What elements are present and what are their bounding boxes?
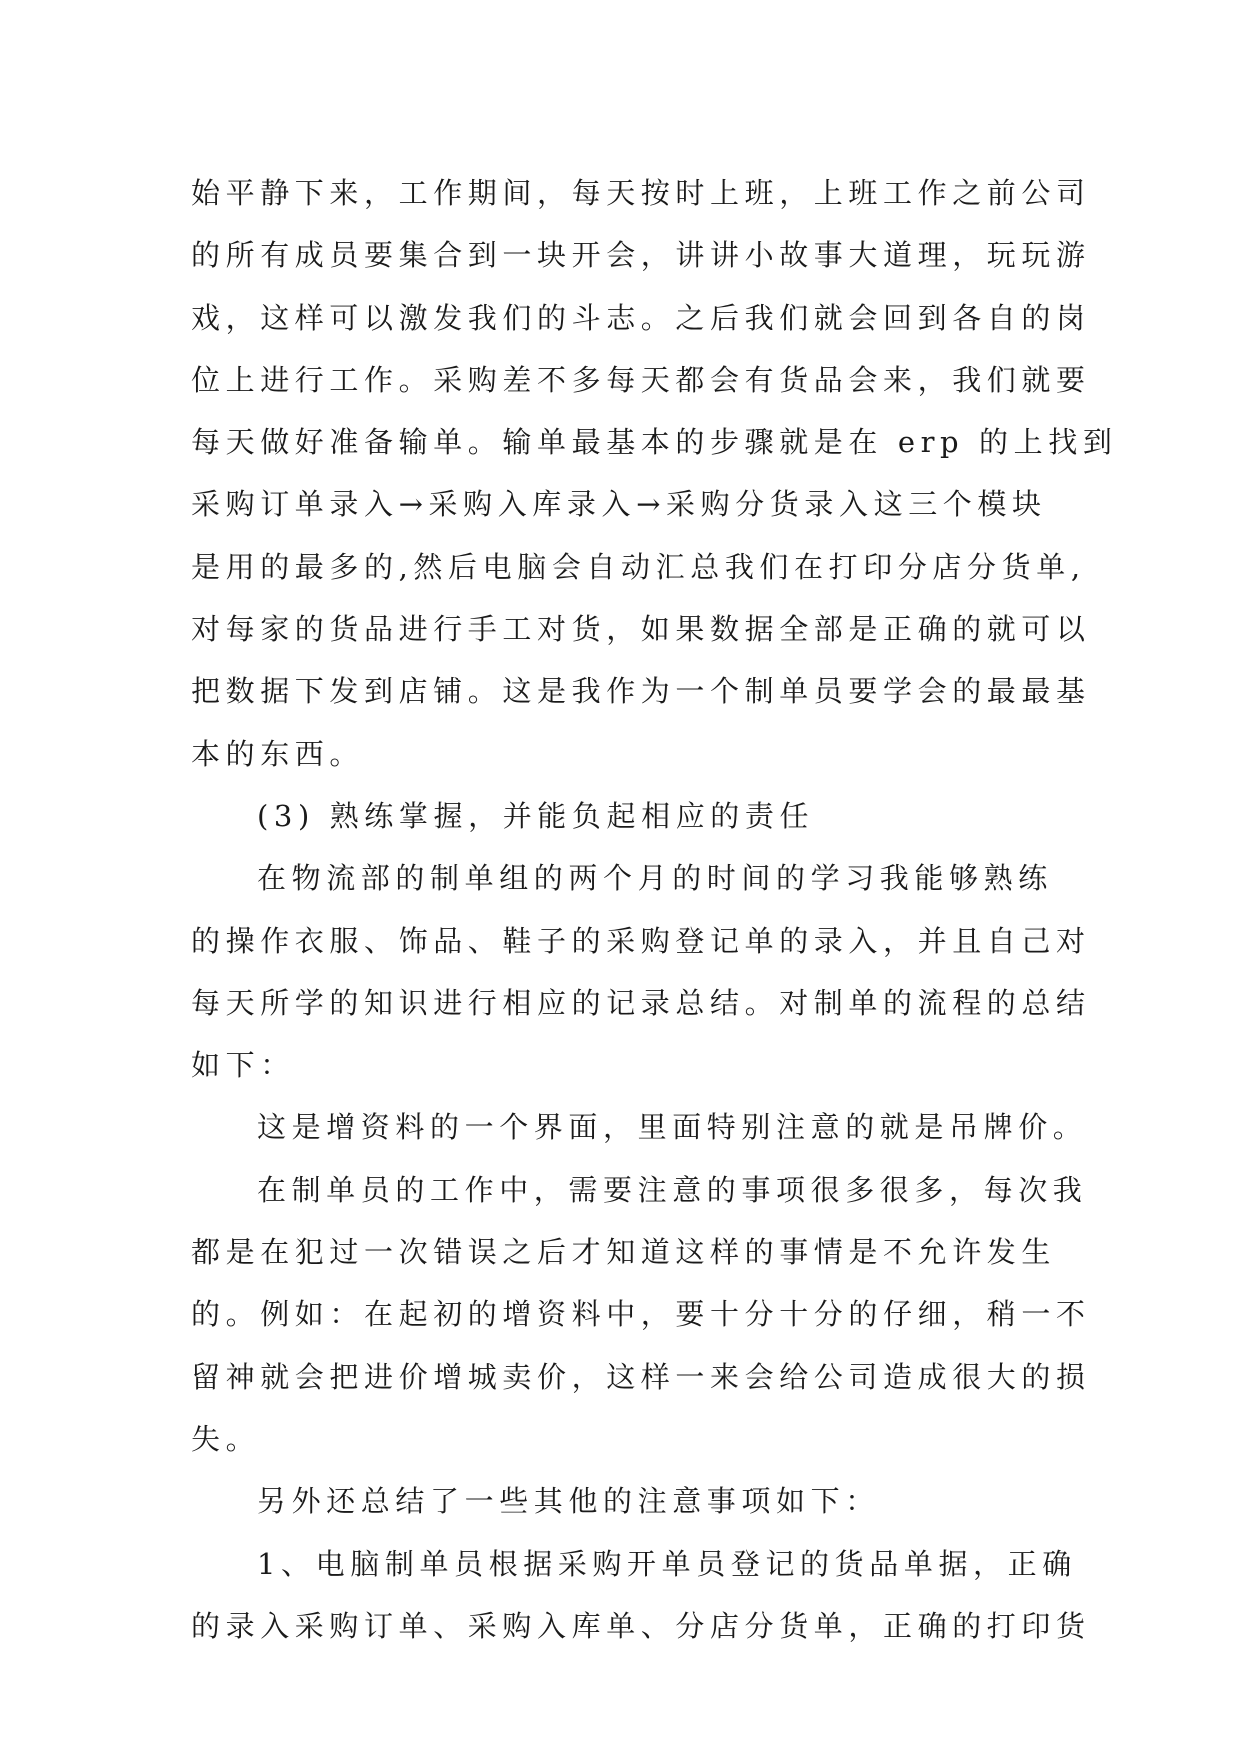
paragraph-line: 每天所学的知识进行相应的记录总结。对制单的流程的总结	[191, 985, 1091, 1020]
paragraph-line: 把数据下发到店铺。这是我作为一个制单员要学会的最最基	[191, 674, 1091, 709]
paragraph-line: 的操作衣服、饰品、鞋子的采购登记单的录入，并且自己对	[191, 923, 1091, 958]
paragraph-line: 的录入采购订单、采购入库单、分店分货单，正确的打印货	[191, 1608, 1091, 1643]
paragraph-line: 都是在犯过一次错误之后才知道这样的事情是不允许发生	[191, 1235, 1057, 1270]
paragraph-first-line: (3) 熟练掌握，并能负起相应的责任	[257, 798, 815, 833]
document-body	[191, 162, 1118, 1657]
paragraph-line: 本的东西。	[191, 736, 365, 771]
paragraph-line: 是用的最多的,然后电脑会自动汇总我们在打印分店分货单,	[191, 549, 1086, 584]
paragraph-line: 如下：	[191, 1048, 295, 1083]
paragraph-line: 始平静下来，工作期间，每天按时上班，上班工作之前公司	[191, 176, 1091, 210]
paragraph-line: 留神就会把进价增城卖价，这样一来会给公司造成很大的损	[191, 1359, 1091, 1394]
paragraph-line: 戏，这样可以激发我们的斗志。之后我们就会回到各自的岗	[191, 300, 1091, 335]
paragraph-first-line: 在制单员的工作中，需要注意的事项很多很多，每次我	[257, 1172, 1088, 1207]
paragraph-line: 采购订单录入→采购入库录入→采购分货录入这三个模块	[191, 487, 1047, 522]
paragraph-first-line: 另外还总结了一些其他的注意事项如下：	[257, 1484, 880, 1519]
paragraph-first-line: 这是增资料的一个界面，里面特别注意的就是吊牌价。	[257, 1110, 1088, 1145]
paragraph-first-line: 1、电脑制单员根据采购开单员登记的货品单据，正确	[257, 1546, 1077, 1581]
paragraph-line: 的。例如：在起初的增资料中，要十分十分的仔细，稍一不	[191, 1297, 1091, 1332]
paragraph-line: 失。	[191, 1421, 261, 1456]
paragraph-line: 每天做好准备输单。输单最基本的步骤就是在 erp 的上找到	[191, 425, 1118, 460]
paragraph-first-line: 在物流部的制单组的两个月的时间的学习我能够熟练	[257, 861, 1053, 896]
paragraph-line: 对每家的货品进行手工对货，如果数据全部是正确的就可以	[191, 612, 1091, 647]
paragraph-line: 的所有成员要集合到一块开会，讲讲小故事大道理，玩玩游	[191, 238, 1091, 273]
paragraph-line: 位上进行工作。采购差不多每天都会有货品会来，我们就要	[191, 362, 1091, 397]
